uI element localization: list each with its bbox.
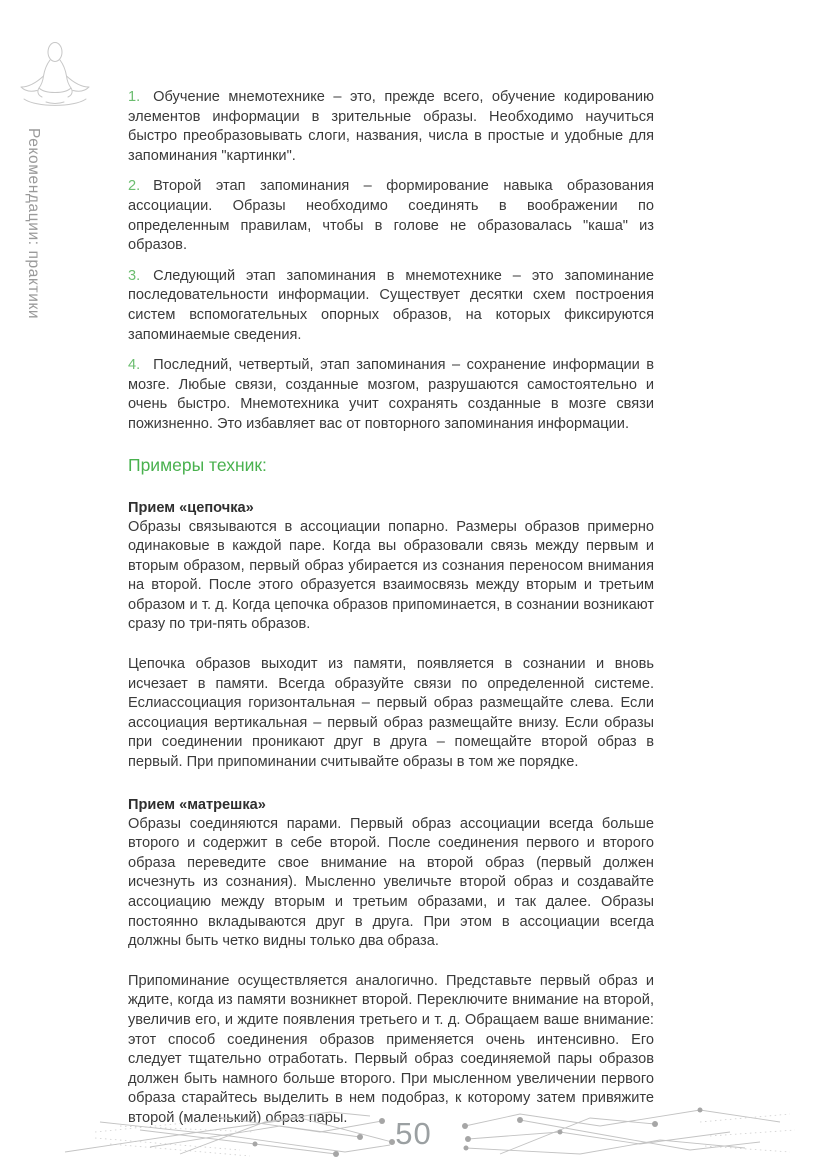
chapter-sidebar-label: Рекомендации: практики xyxy=(25,128,42,320)
section-title: Прием «матрешка» xyxy=(128,796,266,813)
page-content xyxy=(128,88,654,1149)
page-number: 50 xyxy=(395,1116,432,1151)
section-paragraph: Образы связываются в ассоциации попарно. Размеры образов примерно одинаковые в каждой паре. Когда вы образовали связь между первым и вторым образом, первый образ убирается из сознания переносом внимания на второй. После этого образуется взаимосвязь между вторым и третьим образом и т. д. Когда цепочка образов припоминается, в сознании возникают сразу по три-пять образов. xyxy=(128,518,654,633)
numbered-paragraph xyxy=(128,177,654,255)
item-number: 2. xyxy=(128,178,141,195)
item-number: 3. xyxy=(128,267,141,284)
item-text: Обучение мнемотехнике – это, прежде всего, обучение кодированию элементов информации в зрительные образы. Необходимо научиться быстро преобразовывать слоги, названия, числа в простые и удобные для запоминания "картинки". xyxy=(128,89,654,164)
numbered-paragraph xyxy=(128,356,654,434)
examples-heading: Примеры техник: xyxy=(128,454,267,475)
item-text: Последний, четвертый, этап запоминания – сохранение информации в мозге. Любые связи, созданные мозгом, разрушаются самостоятельно и очень быстро. Мнемотехника учит сохранять созданные в мозге связи пожизненно. Это избавляет вас от повторного запоминания информации. xyxy=(128,357,654,432)
numbered-paragraph xyxy=(128,88,654,166)
section-paragraph: Образы соединяются парами. Первый образ ассоциации всегда больше второго и содержит в себе второй. После соединения первого и второго образа переведите свое внимание на второй образ (первый должен исчезнуть из сознания). Мысленно увеличьте второй образ и создавайте ассоциацию между вторым и третьим образами, и так далее. Образы постоянно вкладываются друг в друга. При этом в ассоциации всегда должны быть четко видны только два образа. xyxy=(128,815,654,950)
item-text: Второй этап запоминания – формирование навыка образования ассоциации. Образы необходимо соединять в воображении по определенным правилам, чтобы в голове не образовалась "каша" из образов. xyxy=(128,178,654,254)
section-matryoshka-technique xyxy=(128,797,654,1129)
section-chain-technique xyxy=(128,500,654,773)
section-title: Прием «цепочка» xyxy=(128,499,254,516)
numbered-paragraph xyxy=(128,267,654,345)
item-number: 1. xyxy=(128,89,141,105)
item-text: Следующий этап запоминания в мнемотехнике – это запоминание последовательности информации. Существует десятки схем построения систем вспомогательных опорных образов, на которых фиксируются запоминаемые сведения. xyxy=(128,267,654,343)
section-paragraph: Припоминание осуществляется аналогично. Представьте первый образ и ждите, когда из памяти возникнет второй. Переключите внимание на второй, увеличив его, и ждите появления третьего и т. д. Обращаем ваше внимание: этот способ соединения образов применяется очень интенсивно. Его следует тщательно отработать. Первый образ соединяемой пары образов должен быть намного больше второго. При мысленном увеличении первого образа старайтесь выделить в нем подобраз, к которому затем привяжите второй (маленький) образ пары. xyxy=(128,972,654,1126)
item-number: 4. xyxy=(128,357,141,374)
meditation-icon xyxy=(16,40,94,112)
section-paragraph: Цепочка образов выходит из памяти, появляется в сознании и вновь исчезает в памяти. Всегда образуйте связи по определенной системе. Еслиассоциация горизонтальная – первый образ размещайте слева. Если ассоциация вертикальная – первый образ размещайте внизу. Если образы при соединении проникают друг в друга – помещайте второй образ в первый. При припоминании считывайте образы в том же порядке. xyxy=(128,656,654,771)
